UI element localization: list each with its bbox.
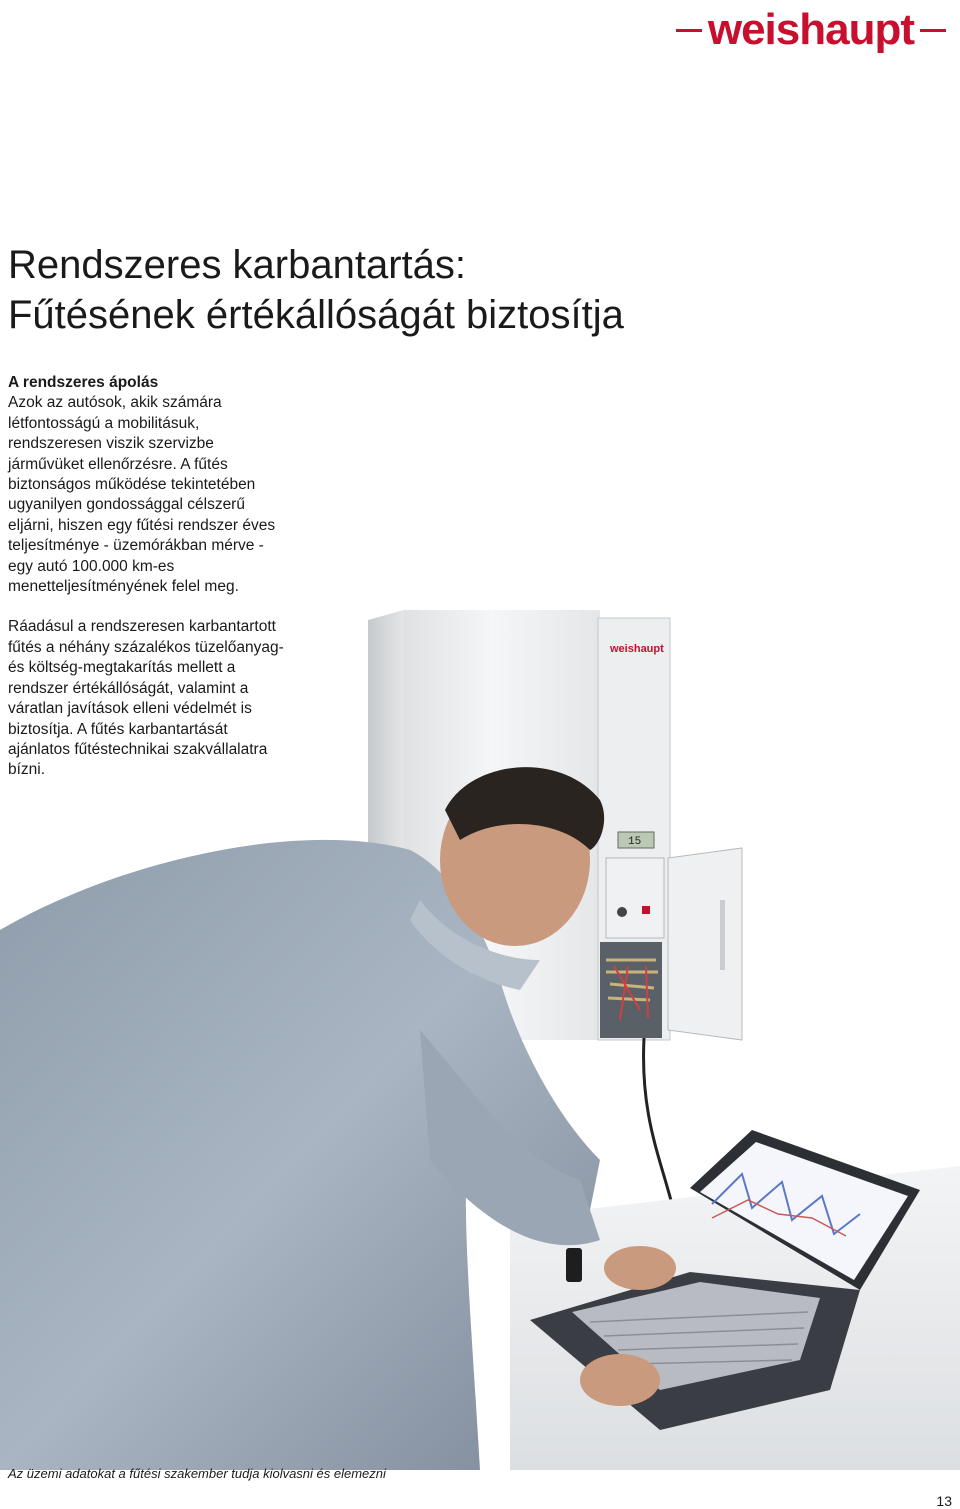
paragraph-2-line: biztosítja. A fűtés karbantartását [8,720,228,738]
paragraph-1-line: eljárni, hiszen egy fűtési rendszer éves [8,516,276,534]
section-heading: A rendszeres ápolás [8,374,159,391]
technician-hand-left [604,1246,676,1290]
paragraph-1-line: létfontosságú a mobilitásuk, [8,414,200,432]
photo-caption: Az üzemi adatokat a fűtési szakember tudja kiolvasni és elemezni [8,1466,386,1481]
unit-display-value: 15 [628,836,642,848]
unit-brand-label: weishaupt [610,643,664,655]
paragraph-1-line: biztonságos működése tekintetében [8,476,256,494]
paragraph-1-line: teljesítménye - üzemórákban mérve - [8,537,264,555]
logo-dash-right [920,29,946,32]
page-title-line-2: Fűtésének értékállóságát biztosítja [8,293,624,337]
paragraph-2-line: bízni. [8,761,46,779]
unit-open-door [668,848,742,1040]
paragraph-2-line: Ráadásul a rendszeresen karbantartott [8,618,276,636]
paragraph-2-line: fűtés a néhány százalékos tüzelőanyag- [8,638,284,656]
technician-hand-right [580,1354,660,1406]
paragraph-1-line: ugyanilyen gondossággal célszerű [8,496,245,514]
weishaupt-logo [670,5,952,54]
wristwatch-icon [566,1248,582,1282]
logo-dash-left [676,29,702,32]
paragraph-2-line: ajánlatos fűtéstechnikai szakvállalatra [8,740,268,758]
page-number: 13 [936,1493,952,1509]
control-knob-icon [617,907,627,917]
wiring-compartment [600,942,662,1038]
paragraph-2-line: rendszer értékállóságát, valamint a [8,679,249,697]
page-title [8,240,788,340]
door-handle [720,900,725,970]
paragraph-1-line: rendszeresen viszik szervizbe [8,435,214,453]
paragraph-1-line: Azok az autósok, akik számára [8,394,222,412]
technician-photo [0,600,960,1470]
paragraph-1 [8,393,308,597]
page-title-line-1: Rendszeres karbantartás: [8,243,467,287]
control-panel [606,858,664,938]
red-indicator-icon [642,906,650,914]
paragraph-1-line: járművüket ellenőrzésre. A fűtés [8,455,228,473]
logo-wordmark: weishaupt [707,5,914,54]
paragraph-1-line: menetteljesítményének felel meg. [8,578,239,596]
paragraph-2-line: váratlan javítások elleni védelmét is [8,700,252,718]
paragraph-1-line: egy autó 100.000 km-es [8,557,175,575]
paragraph-2-line: és költség-megtakarítás mellett a [8,659,236,677]
